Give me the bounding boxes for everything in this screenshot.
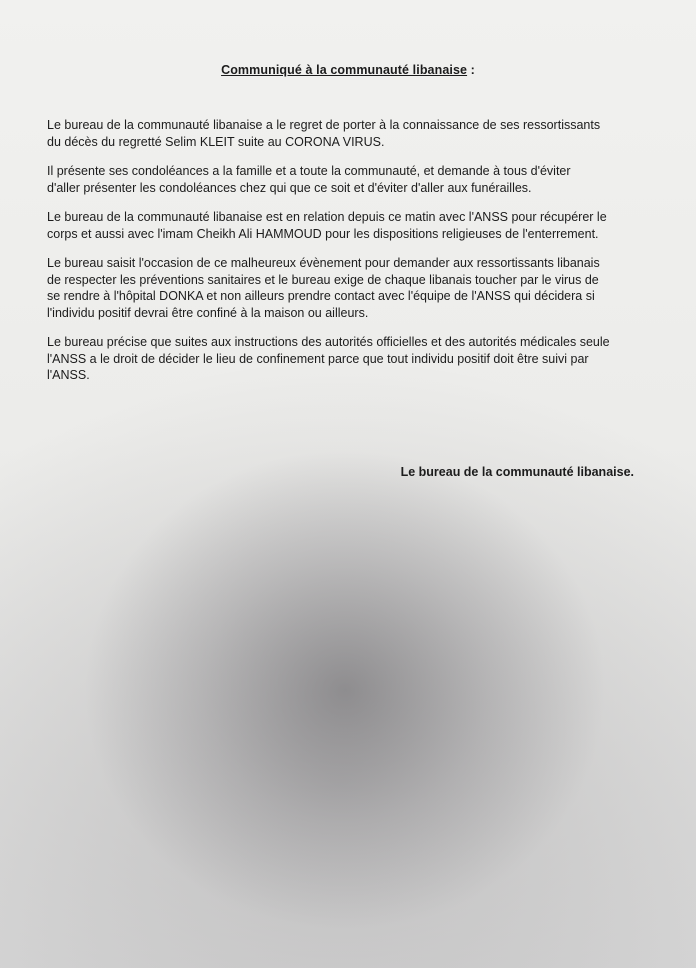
paragraph-line: du décès du regretté Selim KLEIT suite au CORONA VIRUS. xyxy=(47,134,385,149)
paragraph-line: corps et aussi avec l'imam Cheikh Ali HAMMOUD pour les dispositions religieuses de l'enterrement. xyxy=(47,226,599,241)
paragraph xyxy=(47,163,657,196)
document-title-suffix: : xyxy=(467,63,475,77)
paragraph xyxy=(47,117,657,150)
paragraph-line: Le bureau de la communauté libanaise est en relation depuis ce matin avec l'ANSS pour récupérer le xyxy=(47,210,607,224)
signature: Le bureau de la communauté libanaise. xyxy=(400,465,634,479)
paragraph-line: Le bureau saisit l'occasion de ce malheureux évènement pour demander aux ressortissants libanais xyxy=(47,256,600,270)
document-title xyxy=(0,63,696,77)
document-body xyxy=(47,117,657,397)
paragraph xyxy=(47,209,657,242)
paragraph-line: se rendre à l'hôpital DONKA et non ailleurs prendre contact avec l'équipe de l'ANSS qui décidera si xyxy=(47,289,595,303)
paragraph-line: l'ANSS. xyxy=(47,368,90,382)
paragraph xyxy=(47,255,657,321)
paragraph-line: Le bureau précise que suites aux instructions des autorités officielles et des autorités médicales seule xyxy=(47,335,610,349)
paragraph-line: d'aller présenter les condoléances chez qui que ce soit et d'éviter d'aller aux funérailles. xyxy=(47,180,532,195)
document-title-text: Communiqué à la communauté libanaise xyxy=(221,63,468,77)
paragraph xyxy=(47,334,657,384)
paragraph-line: Le bureau de la communauté libanaise a le regret de porter à la connaissance de ses ressortissants xyxy=(47,118,601,132)
paragraph-line: l'individu positif devrai être confiné à la maison ou ailleurs. xyxy=(47,305,369,320)
paragraph-line: l'ANSS a le droit de décider le lieu de confinement parce que tout individu positif doit être suivi par xyxy=(47,351,589,366)
paragraph-line: Il présente ses condoléances a la famille et a toute la communauté, et demande à tous d'éviter xyxy=(47,164,571,178)
paragraph-line: de respecter les préventions sanitaires et le bureau exige de chaque libanais toucher par le virus de xyxy=(47,272,599,287)
